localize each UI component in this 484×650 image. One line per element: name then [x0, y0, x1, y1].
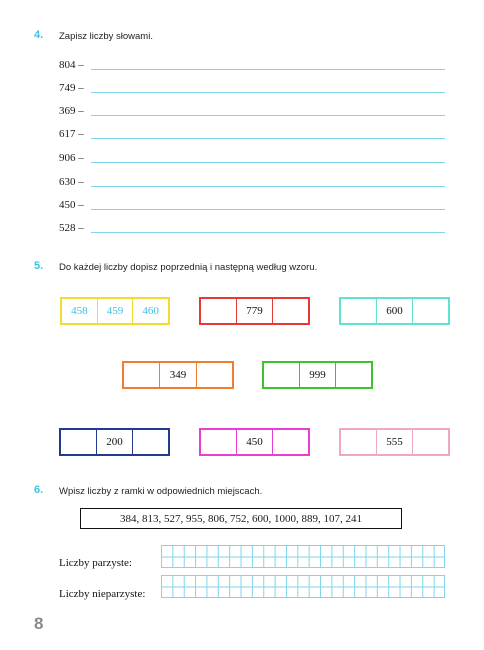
even-numbers-label: Liczby parzyste:: [59, 557, 132, 569]
previous-cell[interactable]: [61, 430, 96, 454]
number-cell: 555: [376, 430, 412, 454]
row-number: 450 –: [59, 199, 84, 211]
writing-row-1[interactable]: [59, 59, 445, 73]
writing-line: [91, 92, 445, 93]
writing-line: [91, 69, 445, 70]
writing-row-4[interactable]: [59, 128, 445, 142]
number-box-200: [59, 428, 170, 456]
writing-line: [91, 138, 445, 139]
number-box-555: [339, 428, 450, 456]
next-cell: 460: [132, 299, 168, 323]
next-cell[interactable]: [412, 430, 448, 454]
number-cell: 600: [376, 299, 412, 323]
writing-line: [91, 209, 445, 210]
task-6-number: 6.: [34, 484, 44, 496]
next-cell[interactable]: [272, 430, 308, 454]
writing-row-6[interactable]: [59, 176, 445, 190]
writing-row-8[interactable]: [59, 222, 445, 236]
writing-line: [91, 162, 445, 163]
row-number: 617 –: [59, 128, 84, 140]
number-box-600: [339, 297, 450, 325]
next-cell[interactable]: [132, 430, 168, 454]
row-number: 749 –: [59, 82, 84, 94]
previous-cell[interactable]: [341, 430, 376, 454]
number-cell: 349: [159, 363, 195, 387]
number-cell: 200: [96, 430, 132, 454]
writing-line: [91, 115, 445, 116]
row-number: 528 –: [59, 222, 84, 234]
odd-numbers-grid[interactable]: [161, 575, 445, 598]
odd-numbers-label: Liczby nieparzyste:: [59, 588, 146, 600]
number-cell: 779: [236, 299, 272, 323]
next-cell[interactable]: [335, 363, 371, 387]
row-number: 906 –: [59, 152, 84, 164]
writing-line: [91, 232, 445, 233]
previous-cell[interactable]: [341, 299, 376, 323]
task-5-number: 5.: [34, 260, 44, 272]
number-box-450: [199, 428, 310, 456]
task-6-instruction: Wpisz liczby z ramki w odpowiednich miejscach.: [59, 486, 263, 497]
previous-cell[interactable]: [264, 363, 299, 387]
number-cell: 999: [299, 363, 335, 387]
even-numbers-grid[interactable]: [161, 545, 445, 568]
previous-cell[interactable]: [201, 299, 236, 323]
number-box-779: [199, 297, 310, 325]
previous-cell[interactable]: [124, 363, 159, 387]
previous-cell[interactable]: [201, 430, 236, 454]
page-number: 8: [34, 614, 44, 633]
next-cell[interactable]: [196, 363, 232, 387]
writing-row-2[interactable]: [59, 82, 445, 96]
task-5-instruction: Do każdej liczby dopisz poprzednią i następną według wzoru.: [59, 262, 318, 273]
row-number: 630 –: [59, 176, 84, 188]
next-cell[interactable]: [412, 299, 448, 323]
task-4-number: 4.: [34, 29, 44, 41]
number-box-999: [262, 361, 373, 389]
row-number: 804 –: [59, 59, 84, 71]
number-cell: 450: [236, 430, 272, 454]
writing-row-5[interactable]: [59, 152, 445, 166]
numbers-frame: 384, 813, 527, 955, 806, 752, 600, 1000, 889, 107, 241: [80, 508, 402, 529]
next-cell[interactable]: [272, 299, 308, 323]
number-cell: 459: [97, 299, 133, 323]
writing-row-3[interactable]: [59, 105, 445, 119]
task-4-instruction: Zapisz liczby słowami.: [59, 31, 153, 42]
writing-line: [91, 186, 445, 187]
previous-cell: 458: [71, 305, 88, 317]
row-number: 369 –: [59, 105, 84, 117]
number-box-349: [122, 361, 234, 389]
writing-row-7[interactable]: [59, 199, 445, 213]
example-number-box: [60, 297, 170, 325]
